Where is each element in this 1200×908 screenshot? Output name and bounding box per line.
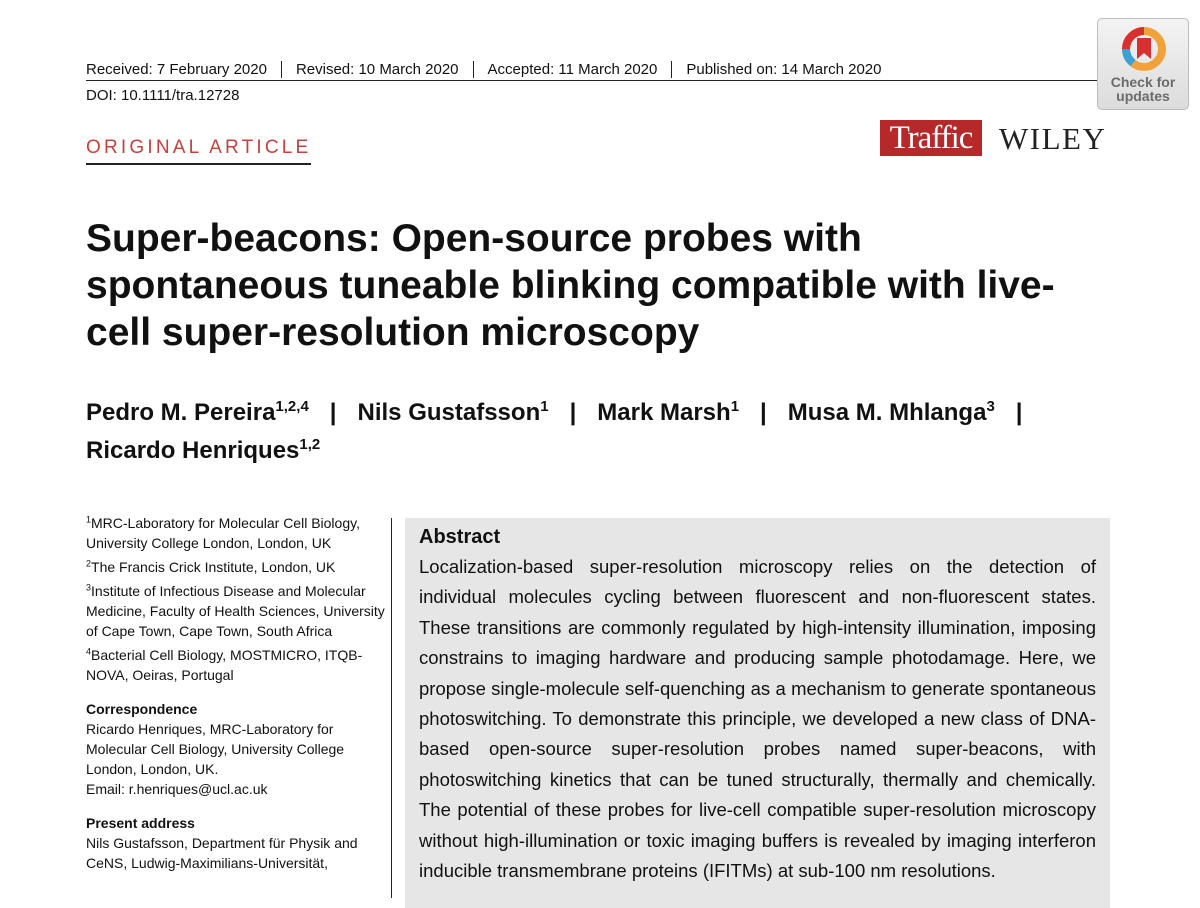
- column-divider: [391, 518, 392, 898]
- author-name: Musa M. Mhlanga: [787, 399, 987, 426]
- author-affiliation-marker: 3: [986, 398, 995, 415]
- author-affiliation-marker: 1: [730, 398, 740, 415]
- correspondence-email[interactable]: Email: r.henriques@ucl.ac.uk: [86, 781, 268, 797]
- check-for-updates-line1: Check for: [1110, 74, 1176, 90]
- received-date: Received: 7 February 2020: [86, 60, 267, 78]
- author[interactable]: [597, 399, 739, 426]
- author-list: [86, 394, 1126, 470]
- traffic-journal-logo: Traffic: [880, 120, 982, 156]
- author-affiliation-marker: 1: [540, 398, 549, 415]
- article-type-label: ORIGINAL ARTICLE: [86, 137, 311, 165]
- affiliation-number: 2: [86, 558, 92, 569]
- affiliation-item: [86, 645, 386, 685]
- author-separator: |: [329, 399, 337, 426]
- affiliation-text: The Francis Crick Institute, London, UK: [91, 559, 336, 575]
- check-for-updates-line2: updates: [1116, 88, 1170, 104]
- abstract-text: Localization-based super-resolution microscopy relies on the detection of individual molecules cycling between fluorescent and non-fluorescent states. These transitions are commonly regulated by high-intensity illumination, imposing constrains to imaging hardware and producing sample photodamage. Here, we propose single-molecule self-quenching as a mechanism to generate spontaneous photoswitching. To demonstrate this principle, we developed a new class of DNA-based open-source super-resolution probes named super-beacons, with photoswitching kinetics that can be tuned structurally, thermally and chemically. The potential of these probes for live-cell compatible super-resolution microscopy without high-illumination or toxic imaging buffers is revealed by imaging interferon inducible transmembrane proteins (IFITMs) at sub-100 nm resolutions.: [419, 556, 1096, 882]
- author-affiliation-marker: 1,2,4: [275, 398, 309, 415]
- abstract-heading: Abstract: [419, 526, 501, 548]
- present-address-heading: Present address: [86, 815, 195, 831]
- check-for-updates-icon: [1121, 26, 1167, 72]
- author[interactable]: [86, 399, 309, 426]
- correspondence-text: Ricardo Henriques, MRC-Laboratory for Molecular Cell Biology, University College London, London, UK.: [86, 721, 345, 777]
- affiliation-number: 3: [86, 582, 92, 593]
- author-separator: |: [1015, 399, 1023, 426]
- affiliation-item: [86, 513, 386, 553]
- author-name: Ricardo Henriques: [86, 437, 300, 464]
- affiliation-item: [86, 557, 386, 577]
- affiliations-column: [86, 513, 386, 873]
- author-affiliation-marker: 1,2: [299, 436, 321, 453]
- affiliation-number: 1: [86, 514, 92, 525]
- correspondence-heading: Correspondence: [86, 701, 198, 717]
- article-title: Super-beacons: Open-source probes with spontaneous tuneable blinking compatible with live-cell super-resolution microscopy: [86, 217, 1055, 354]
- author[interactable]: [358, 399, 549, 426]
- publication-dates: [86, 58, 1100, 80]
- present-address-text: Nils Gustafsson, Department für Physik and CeNS, Ludwig-Maximilians-Universität,: [86, 835, 358, 871]
- author[interactable]: [788, 399, 995, 426]
- wiley-logo: WILEY: [999, 121, 1107, 156]
- revised-date: Revised: 10 March 2020: [281, 61, 473, 78]
- check-for-updates-badge[interactable]: [1097, 18, 1189, 110]
- affiliation-item: [86, 581, 386, 641]
- author-separator: |: [760, 399, 767, 426]
- affiliation-text: MRC-Laboratory for Molecular Cell Biology, University College London, London, UK: [86, 515, 360, 551]
- author[interactable]: [86, 437, 320, 464]
- published-date: Published on: 14 March 2020: [671, 61, 895, 78]
- abstract-box: [405, 518, 1110, 908]
- header-rule: [86, 80, 1100, 81]
- check-for-updates-label: [1098, 75, 1188, 103]
- author-name: Nils Gustafsson: [357, 399, 541, 426]
- author-name: Mark Marsh: [597, 399, 731, 426]
- accepted-date: Accepted: 11 March 2020: [473, 61, 672, 78]
- affiliation-text: Bacterial Cell Biology, MOSTMICRO, ITQB-NOVA, Oeiras, Portugal: [86, 647, 363, 683]
- author-name: Pedro M. Pereira: [86, 399, 276, 426]
- doi[interactable]: DOI: 10.1111/tra.12728: [86, 87, 240, 104]
- author-separator: |: [569, 399, 577, 426]
- affiliation-number: 4: [86, 646, 92, 657]
- affiliation-text: Institute of Infectious Disease and Molecular Medicine, Faculty of Health Sciences, University of Cape Town, Cape Town, South Africa: [86, 583, 385, 639]
